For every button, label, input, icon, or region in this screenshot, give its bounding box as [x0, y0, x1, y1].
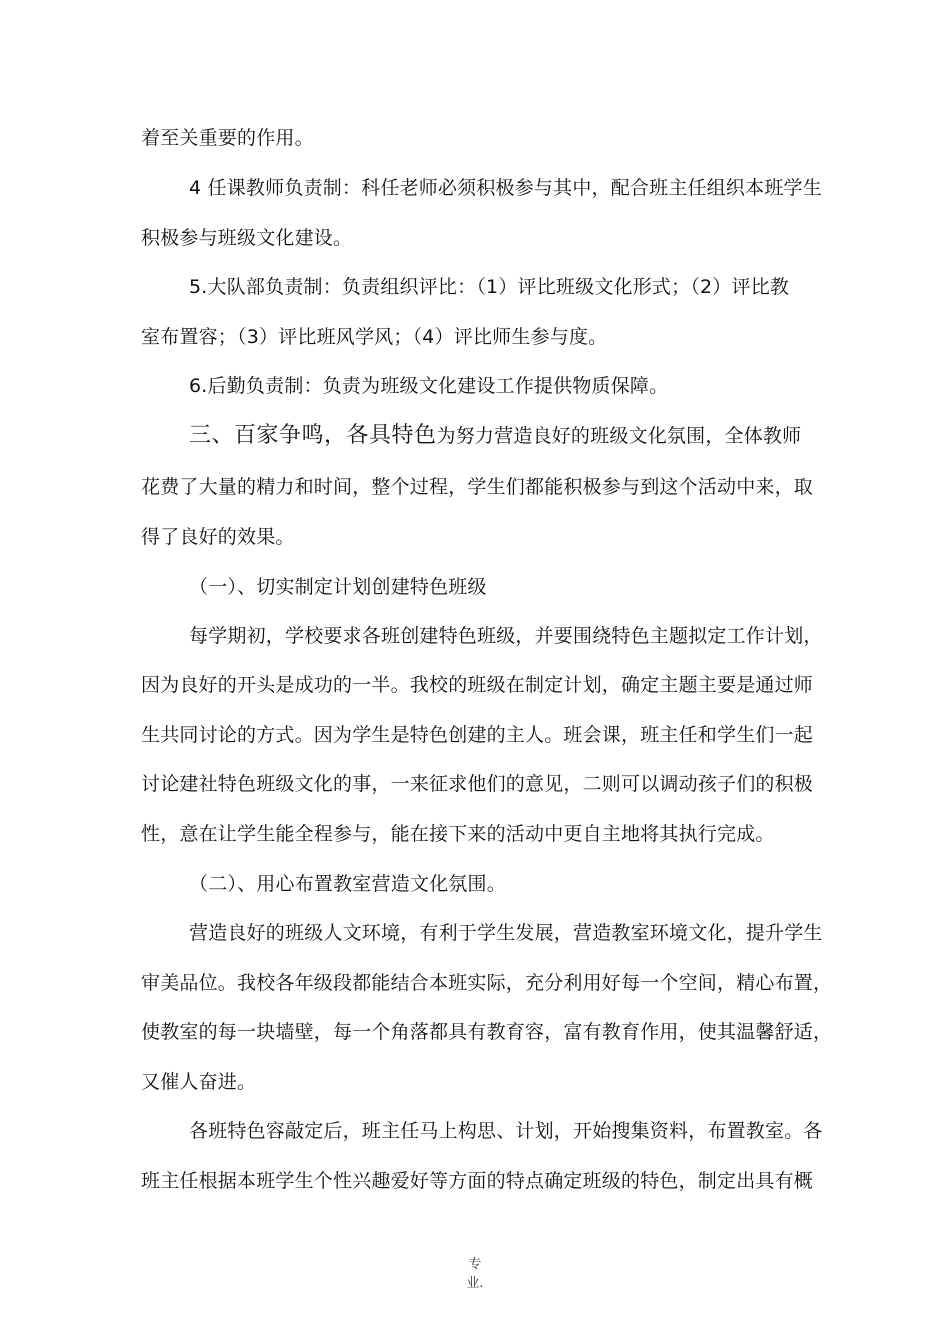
text-line: 积极参与班级文化建设。	[141, 227, 353, 249]
text-line: 5.大队部负责制：负责组织评比：（1）评比班级文化形式；（2）评比教	[189, 276, 790, 298]
text-line: 营造良好的班级人文环境，有利于学生发展，营造教室环境文化，提升学生	[189, 922, 823, 944]
section-heading-line	[189, 422, 801, 450]
subheading: （一）、切实制定计划创建特色班级	[189, 576, 487, 598]
text-line: 审美品位。我校各年级段都能结合本班实际，充分利用好每一个空间，精心布置，	[141, 972, 833, 994]
text-line: 每学期初，学校要求各班创建特色班级，并要围绕特色主题拟定工作计划，	[189, 625, 823, 647]
section-heading-continuation: 为努力营造良好的班级文化氛围，全体教师	[436, 425, 802, 447]
text-line: 得了良好的效果。	[141, 526, 295, 548]
text-line: 班主任根据本班学生个性兴趣爱好等方面的特点确定班级的特色，制定出具有概	[141, 1170, 814, 1192]
text-line: 室布置容；（3）评比班风学风；（4）评比师生参与度。	[141, 326, 608, 348]
text-line: 因为良好的开头是成功的一半。我校的班级在制定计划，确定主题主要是通过师	[141, 674, 814, 696]
page-footer-line-1: 专	[468, 1257, 482, 1272]
text-line: 又催人奋进。	[141, 1071, 257, 1093]
text-line: 讨论建社特色班级文化的事，一来征求他们的意见，二则可以调动孩子们的积极	[141, 773, 814, 795]
text-line: 花费了大量的精力和时间，整个过程，学生们都能积极参与到这个活动中来，取	[141, 476, 814, 498]
text-line: 使教室的每一块墙壁，每一个角落都具有教育容，富有教育作用，使其温馨舒适，	[141, 1021, 833, 1043]
text-line: 各班特色容敲定后，班主任马上构思、计划，开始搜集资料，布置教室。各	[189, 1120, 823, 1142]
text-line: 着至关重要的作用。	[141, 127, 314, 149]
text-line: 6.后勤负责制：负责为班级文化建设工作提供物质保障。	[189, 375, 669, 397]
section-heading: 三、百家争鸣，各具特色	[189, 423, 437, 448]
text-line: 4 任课教师负责制：科任老师必须积极参与其中，配合班主任组织本班学生	[189, 177, 822, 199]
text-line: 生共同讨论的方式。因为学生是特色创建的主人。班会课，班主任和学生们一起	[141, 724, 814, 746]
page-footer-line-2: 业.	[466, 1276, 484, 1291]
subheading: （二）、用心布置教室营造文化氛围。	[189, 873, 506, 895]
text-line: 性，意在让学生能全程参与，能在接下来的活动中更自主地将其执行完成。	[141, 823, 775, 845]
